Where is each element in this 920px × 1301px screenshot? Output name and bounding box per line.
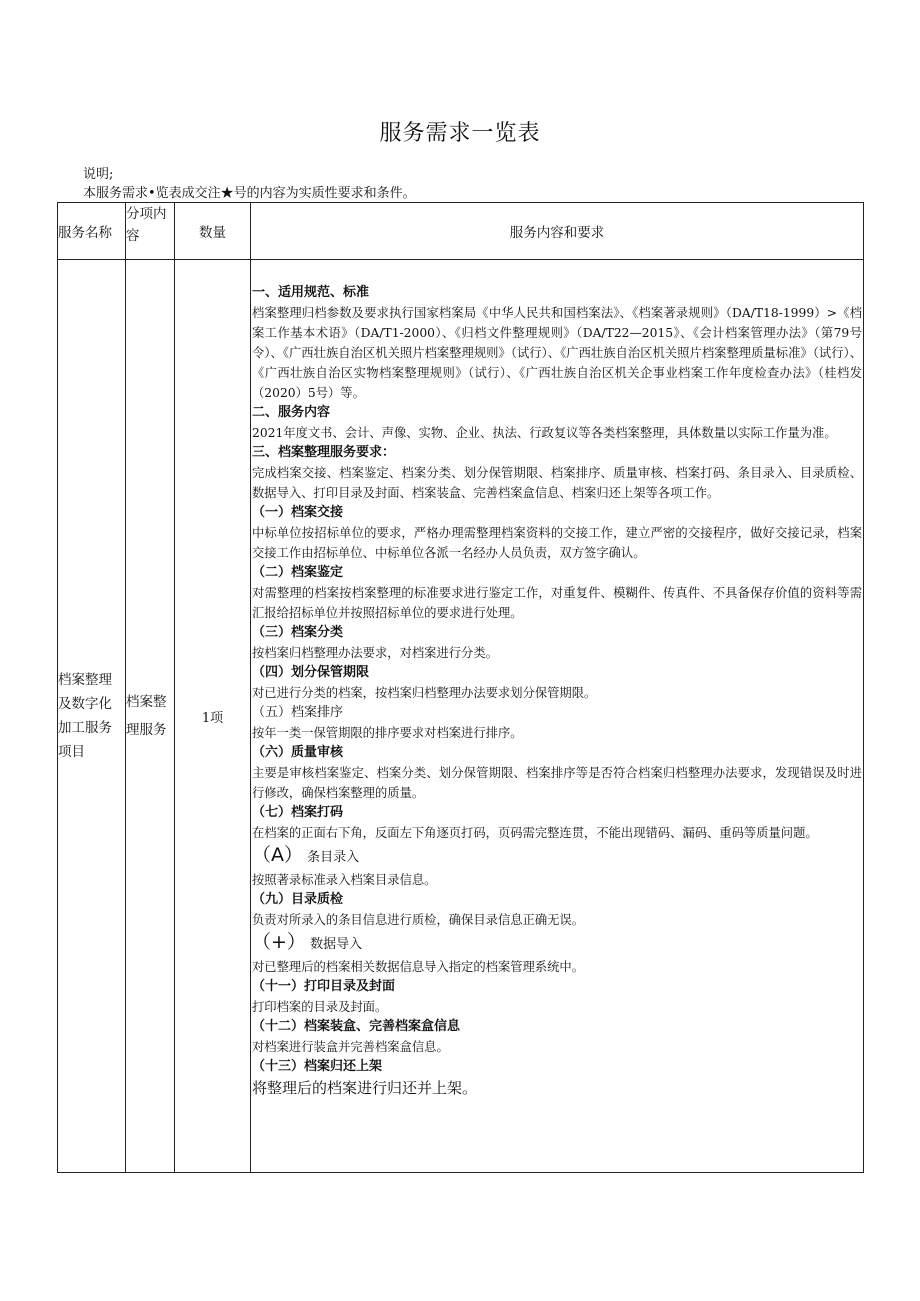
item-1-title: （一）档案交接 (252, 505, 344, 520)
service-requirements-table (57, 202, 864, 1173)
cell-service-name: 档案整理及数字化加工服务项目 (58, 260, 126, 1173)
item-13-title: （十三）档案归还上架 (252, 1059, 383, 1074)
item-7-body: 在档案的正面右下角，反面左下角逐页打码，页码需完整连贯，不能出现错码、漏码、重码等质量问题。 (252, 826, 818, 840)
section-3-body: 完成档案交接、档案鉴定、档案分类、划分保管期限、档案排序、质量审核、档案打码、条目录入、目录质检、数据导入、打印目录及封面、档案装盒、完善档案盒信息、档案归还上架等各项工作。 (252, 466, 862, 500)
section-3-title: 三、档案整理服务要求： (252, 445, 396, 460)
item-13-body: 将整理后的档案进行归还并上架。 (252, 1079, 478, 1097)
note-text: 本服务需求•览表成交注★号的内容为实质性要求和条件。 (83, 186, 416, 201)
item-10-heading (252, 930, 862, 957)
header-service-name: 服务名称 (58, 203, 126, 260)
item-10-title: 数据导入 (310, 937, 363, 952)
section-1-title: 一、适用规范、标准 (252, 285, 370, 300)
item-10-prefix: （+） (252, 931, 306, 953)
item-8-title: 条目录入 (307, 850, 360, 865)
item-10-body: 对已整理后的档案相关数据信息导入指定的档案管理系统中。 (252, 960, 585, 974)
item-3-body: 按档案归档整理办法要求，对档案进行分类。 (252, 646, 498, 660)
item-4-title: （四）划分保管期限 (252, 665, 370, 680)
item-8-body: 按照著录标准录入档案目录信息。 (252, 873, 437, 887)
item-9-body: 负责对所录入的条目信息进行质检，确保目录信息正确无误。 (252, 913, 585, 927)
requirements-content (251, 260, 863, 1172)
header-requirements: 服务内容和要求 (251, 203, 864, 260)
section-1-body: 档案整理归档参数及要求执行国家档案局《中华人民共和国档案法》、《档案著录规则》（DA/T18-1999）>《档案工作基本术语》（DA/T1-2000）、《归档文件整理规则》（DA/T22—2015》、《会计档案管理办法》（第79号令）、《广西壮族自治区机关照片档案整理规则》（试行）、《广西壮族自治区机关照片档案整理质量标准》（试行）、《广西壮族自治区实物档案整理规则》（试行）、《广西壮族自治区机关企事业档案工作年度检查办法》（桂档发（2020）5号）等。 (252, 306, 862, 400)
item-2-body: 对需整理的档案按档案整理的标准要求进行鉴定工作，对重复件、模糊件、传真件、不具备保存价值的资料等需汇报给招标单位并按照招标单位的要求进行处理。 (252, 586, 862, 620)
table-header-row (58, 203, 864, 260)
item-9-title: （九）目录质检 (252, 892, 344, 907)
section-2-title: 二、服务内容 (252, 405, 331, 420)
item-11-body: 打印档案的目录及封面。 (252, 1000, 388, 1014)
page-title: 服务需求一览表 (379, 121, 541, 146)
item-7-title: （七）档案打码 (252, 805, 344, 820)
section-2-body: 2021年度文书、会计、声像、实物、企业、执法、行政复议等各类档案整理，具体数量以实际工作量为准。 (252, 426, 837, 440)
item-11-title: （十一）打印目录及封面 (252, 979, 396, 994)
header-sub-item: 分项内容 (126, 203, 175, 260)
cell-sub-item: 档案整理服务 (126, 260, 175, 1173)
note-label: 说明; (83, 167, 114, 182)
item-8-heading (252, 843, 862, 870)
cell-requirements (251, 260, 864, 1173)
item-1-body: 中标单位按招标单位的要求，严格办理需整理档案资料的交接工作，建立严密的交接程序，做好交接记录，档案交接工作由招标单位、中标单位各派一名经办人员负责，双方签字确认。 (252, 526, 862, 560)
item-3-title: （三）档案分类 (252, 625, 344, 640)
item-6-title: （六）质量审核 (252, 745, 344, 760)
header-quantity: 数量 (175, 203, 251, 260)
cell-quantity: 1项 (175, 260, 251, 1173)
item-2-title: （二）档案鉴定 (252, 565, 344, 580)
item-4-body: 对已进行分类的档案，按档案归档整理办法要求划分保管期限。 (252, 686, 597, 700)
item-5-body: 按年一类一保管期限的排序要求对档案进行排序。 (252, 726, 523, 740)
item-5-title: （五）档案排序 (252, 705, 344, 720)
item-8-prefix: （A） (252, 844, 303, 866)
item-12-title: （十二）档案装盒、完善档案盒信息 (252, 1019, 461, 1034)
table-row (58, 260, 864, 1173)
item-6-body: 主要是审核档案鉴定、档案分类、划分保管期限、档案排序等是否符合档案归档整理办法要求，发现错误及时进行修改，确保档案整理的质量。 (252, 766, 862, 800)
item-12-body: 对档案进行装盒并完善档案盒信息。 (252, 1040, 449, 1054)
